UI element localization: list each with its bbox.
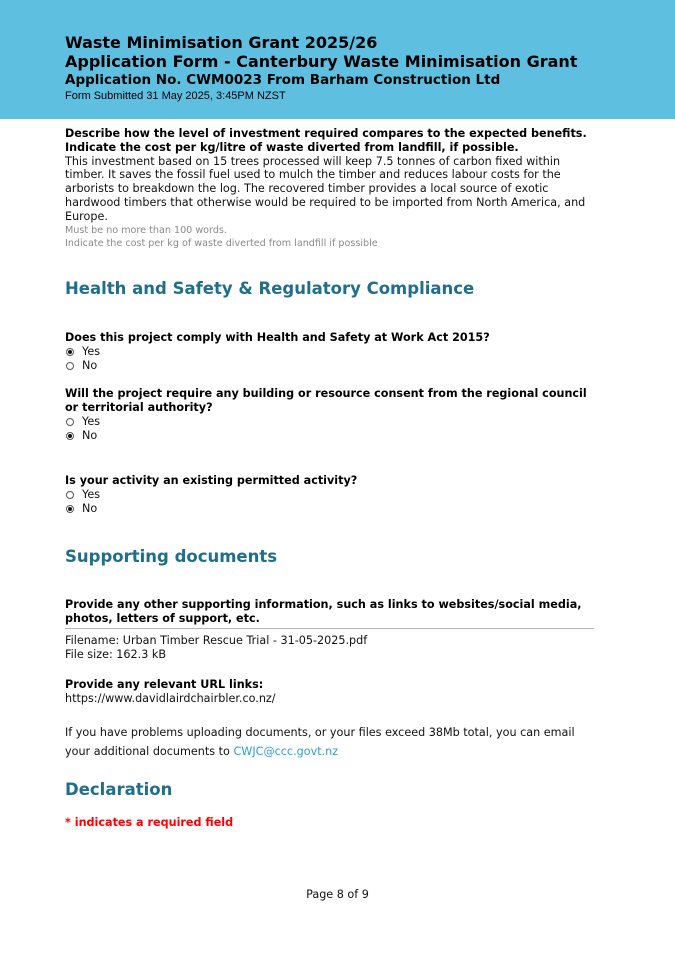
radio-checked-icon[interactable] [66, 505, 74, 513]
radio-option-yes[interactable] [65, 415, 600, 429]
question-consent-required [65, 387, 600, 443]
email-note-text: If you have problems uploading documents, or your files exceed 38Mb total, you can email your additional documents to [65, 726, 575, 758]
email-note-block [65, 721, 600, 759]
radio-label: Yes [82, 414, 101, 428]
required-field-note: * indicates a required field [65, 816, 234, 829]
form-header [0, 0, 675, 119]
radio-option-yes[interactable] [65, 345, 605, 359]
uploaded-filename: Filename: Urban Timber Rescue Trial - 31-05-2025.pdf [65, 634, 368, 647]
radio-option-no[interactable] [65, 429, 600, 443]
question-label: Does this project comply with Health and Safety at Work Act 2015? [65, 331, 490, 344]
email-link[interactable]: CWJC@ccc.govt.nz [233, 745, 339, 758]
url-links-value: https://www.davidlairdchairbler.co.nz/ [65, 691, 276, 705]
question-label: Is your activity an existing permitted activity? [65, 474, 358, 487]
radio-checked-icon[interactable] [66, 432, 74, 440]
section-title-health-safety: Health and Safety & Regulatory Compliance [65, 279, 475, 298]
question-label: Will the project require any building or resource consent from the regional council or territorial authority? [65, 387, 587, 414]
header-title: Waste Minimisation Grant 2025/26 [65, 33, 378, 52]
application-number: Application No. CWM0023 From Barham Construction Ltd [65, 72, 501, 88]
radio-option-no[interactable] [65, 359, 605, 373]
radio-option-yes[interactable] [65, 488, 605, 502]
supporting-info-question: Provide any other supporting information, such as links to websites/social media, photos, letters of support, etc. [65, 598, 582, 625]
header-subtitle: Application Form - Canterbury Waste Minimisation Grant [65, 52, 578, 71]
investment-question-line1: Describe how the level of investment required compares to the expected benefits. [65, 127, 587, 140]
radio-unchecked-icon[interactable] [66, 491, 74, 499]
uploaded-filesize: File size: 162.3 kB [65, 647, 167, 661]
uploaded-file-info [65, 634, 605, 662]
investment-question-line2: Indicate the cost per kg/litre of waste diverted from landfill, if possible. [65, 140, 519, 154]
url-links-block [65, 678, 605, 706]
submitted-timestamp: Form Submitted 31 May 2025, 3:45PM NZST [65, 90, 286, 102]
radio-checked-icon[interactable] [66, 348, 74, 356]
url-links-label: Provide any relevant URL links: [65, 678, 264, 691]
question-hswa-compliance [65, 331, 605, 373]
radio-label: No [82, 358, 98, 372]
investment-hint-word-limit: Must be no more than 100 words. [65, 224, 227, 236]
section-title-declaration: Declaration [65, 780, 173, 799]
investment-question-block [65, 127, 605, 250]
investment-answer: This investment based on 15 trees processed will keep 7.5 tonnes of carbon fixed within timber. It saves the fossil fuel used to mulch the timber and reduces labour costs for the arborists to breakdown the log. The recovered timber provides a local source of exotic hardwood timbers that otherwise would be required to be imported from North America, and Europe. [65, 154, 586, 223]
supporting-info-block [65, 598, 594, 629]
radio-unchecked-icon[interactable] [66, 418, 74, 426]
radio-label: Yes [82, 344, 101, 358]
divider [65, 628, 594, 629]
page-number: Page 8 of 9 [306, 888, 369, 901]
section-title-supporting-documents: Supporting documents [65, 547, 278, 566]
radio-label: Yes [82, 487, 101, 501]
radio-unchecked-icon[interactable] [66, 362, 74, 370]
question-permitted-activity [65, 474, 605, 516]
investment-hint-cost: Indicate the cost per kg of waste diverted from landfill if possible [65, 237, 378, 249]
radio-option-no[interactable] [65, 502, 605, 516]
radio-label: No [82, 501, 98, 515]
radio-label: No [82, 428, 98, 442]
